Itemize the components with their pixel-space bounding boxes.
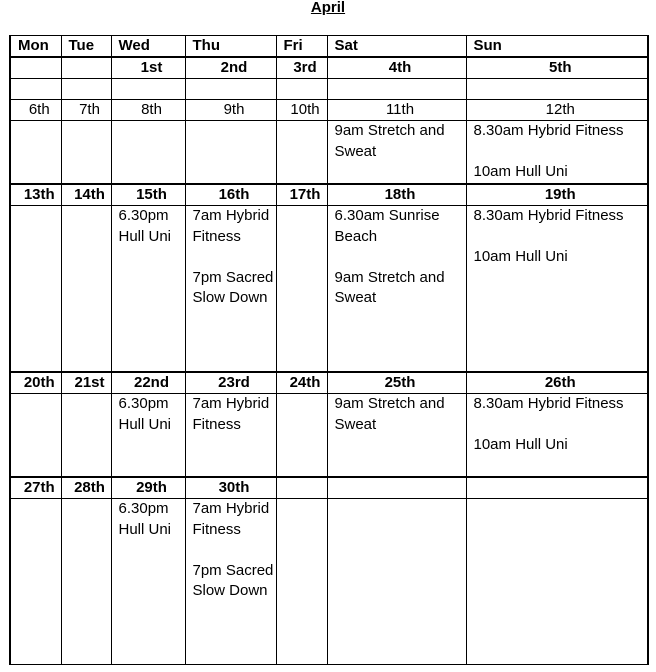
date-cell: 28th <box>61 477 111 499</box>
week-date-row <box>10 57 648 79</box>
day-events-cell <box>185 79 276 100</box>
day-events-cell <box>276 394 327 478</box>
date-cell: 6th <box>10 100 61 121</box>
week-events-row <box>10 206 648 373</box>
day-events-cell <box>61 206 111 373</box>
week-date-row <box>10 372 648 394</box>
event-entry: 8.30am Hybrid Fitness <box>473 207 624 224</box>
day-events-cell <box>111 121 185 185</box>
weekday-header: Fri <box>276 36 327 58</box>
date-cell: 4th <box>327 57 466 79</box>
week-events-row <box>10 121 648 185</box>
event-entry: 9am Stretch and Sweat <box>334 395 445 433</box>
date-cell: 3rd <box>276 57 327 79</box>
day-events-cell <box>185 206 276 373</box>
date-cell: 10th <box>276 100 327 121</box>
day-events-cell <box>61 79 111 100</box>
date-cell: 14th <box>61 184 111 206</box>
day-events-cell <box>111 206 185 373</box>
event-entry: 6.30pm Hull Uni <box>118 207 172 245</box>
day-events-cell <box>327 499 466 665</box>
date-cell: 19th <box>466 184 648 206</box>
date-cell: 7th <box>61 100 111 121</box>
day-events-cell <box>61 394 111 478</box>
day-events-cell <box>185 121 276 185</box>
day-events-cell <box>10 79 61 100</box>
event-entry: 6.30am Sunrise Beach <box>334 207 440 245</box>
date-cell: 20th <box>10 372 61 394</box>
event-entry: 9am Stretch and Sweat <box>334 122 445 160</box>
event-entry: 6.30pm Hull Uni <box>118 500 172 538</box>
week-date-row <box>10 477 648 499</box>
calendar-table <box>9 35 649 665</box>
day-events-cell <box>10 206 61 373</box>
weekday-header: Sat <box>327 36 466 58</box>
date-cell <box>466 477 648 499</box>
weekday-header: Tue <box>61 36 111 58</box>
day-events-cell <box>61 121 111 185</box>
week-events-row <box>10 79 648 100</box>
date-cell: 23rd <box>185 372 276 394</box>
weekday-header: Thu <box>185 36 276 58</box>
event-entry: 7am Hybrid Fitness <box>192 207 270 245</box>
date-cell <box>327 477 466 499</box>
date-cell: 24th <box>276 372 327 394</box>
day-events-cell <box>111 499 185 665</box>
date-cell: 1st <box>111 57 185 79</box>
date-cell: 15th <box>111 184 185 206</box>
event-entry: 9am Stretch and Sweat <box>334 268 445 306</box>
week-events-row <box>10 394 648 478</box>
date-cell: 12th <box>466 100 648 121</box>
event-entry: 7pm Sacred Slow Down <box>192 561 274 599</box>
date-cell: 18th <box>327 184 466 206</box>
day-events-cell <box>466 206 648 373</box>
day-events-cell <box>10 499 61 665</box>
week-events-row <box>10 499 648 665</box>
date-cell: 13th <box>10 184 61 206</box>
date-cell: 27th <box>10 477 61 499</box>
date-cell: 8th <box>111 100 185 121</box>
date-cell <box>61 57 111 79</box>
event-entry: 6.30pm Hull Uni <box>118 395 172 433</box>
day-events-cell <box>327 79 466 100</box>
day-events-cell <box>466 79 648 100</box>
date-cell <box>276 477 327 499</box>
day-events-cell <box>111 394 185 478</box>
day-events-cell <box>466 394 648 478</box>
week-date-row <box>10 184 648 206</box>
date-cell <box>10 57 61 79</box>
date-cell: 29th <box>111 477 185 499</box>
day-events-cell <box>276 121 327 185</box>
date-cell: 9th <box>185 100 276 121</box>
day-events-cell <box>276 79 327 100</box>
event-entry: 7am Hybrid Fitness <box>192 500 270 538</box>
day-events-cell <box>276 499 327 665</box>
day-events-cell <box>327 206 466 373</box>
event-entry: 10am Hull Uni <box>473 163 568 180</box>
event-entry: 8.30am Hybrid Fitness <box>473 395 624 412</box>
event-entry: 10am Hull Uni <box>473 436 568 453</box>
event-entry: 7pm Sacred Slow Down <box>192 268 274 306</box>
day-events-cell <box>327 394 466 478</box>
day-events-cell <box>466 499 648 665</box>
day-events-cell <box>185 394 276 478</box>
day-events-cell <box>185 499 276 665</box>
event-entry: 10am Hull Uni <box>473 248 568 265</box>
week-date-row <box>10 100 648 121</box>
date-cell: 16th <box>185 184 276 206</box>
day-events-cell <box>466 121 648 185</box>
date-cell: 26th <box>466 372 648 394</box>
event-entry: 7am Hybrid Fitness <box>192 395 270 433</box>
month-title: April <box>310 0 346 16</box>
day-events-cell <box>327 121 466 185</box>
date-cell: 30th <box>185 477 276 499</box>
date-cell: 2nd <box>185 57 276 79</box>
weekday-header: Sun <box>466 36 648 58</box>
weekday-header: Mon <box>10 36 61 58</box>
date-cell: 11th <box>327 100 466 121</box>
weekday-header: Wed <box>111 36 185 58</box>
date-cell: 17th <box>276 184 327 206</box>
event-entry: 8.30am Hybrid Fitness <box>473 122 624 139</box>
date-cell: 25th <box>327 372 466 394</box>
date-cell: 5th <box>466 57 648 79</box>
day-events-cell <box>61 499 111 665</box>
day-events-cell <box>276 206 327 373</box>
day-events-cell <box>10 394 61 478</box>
date-cell: 22nd <box>111 372 185 394</box>
day-events-cell <box>111 79 185 100</box>
day-events-cell <box>10 121 61 185</box>
date-cell: 21st <box>61 372 111 394</box>
weekday-header-row <box>10 36 648 58</box>
